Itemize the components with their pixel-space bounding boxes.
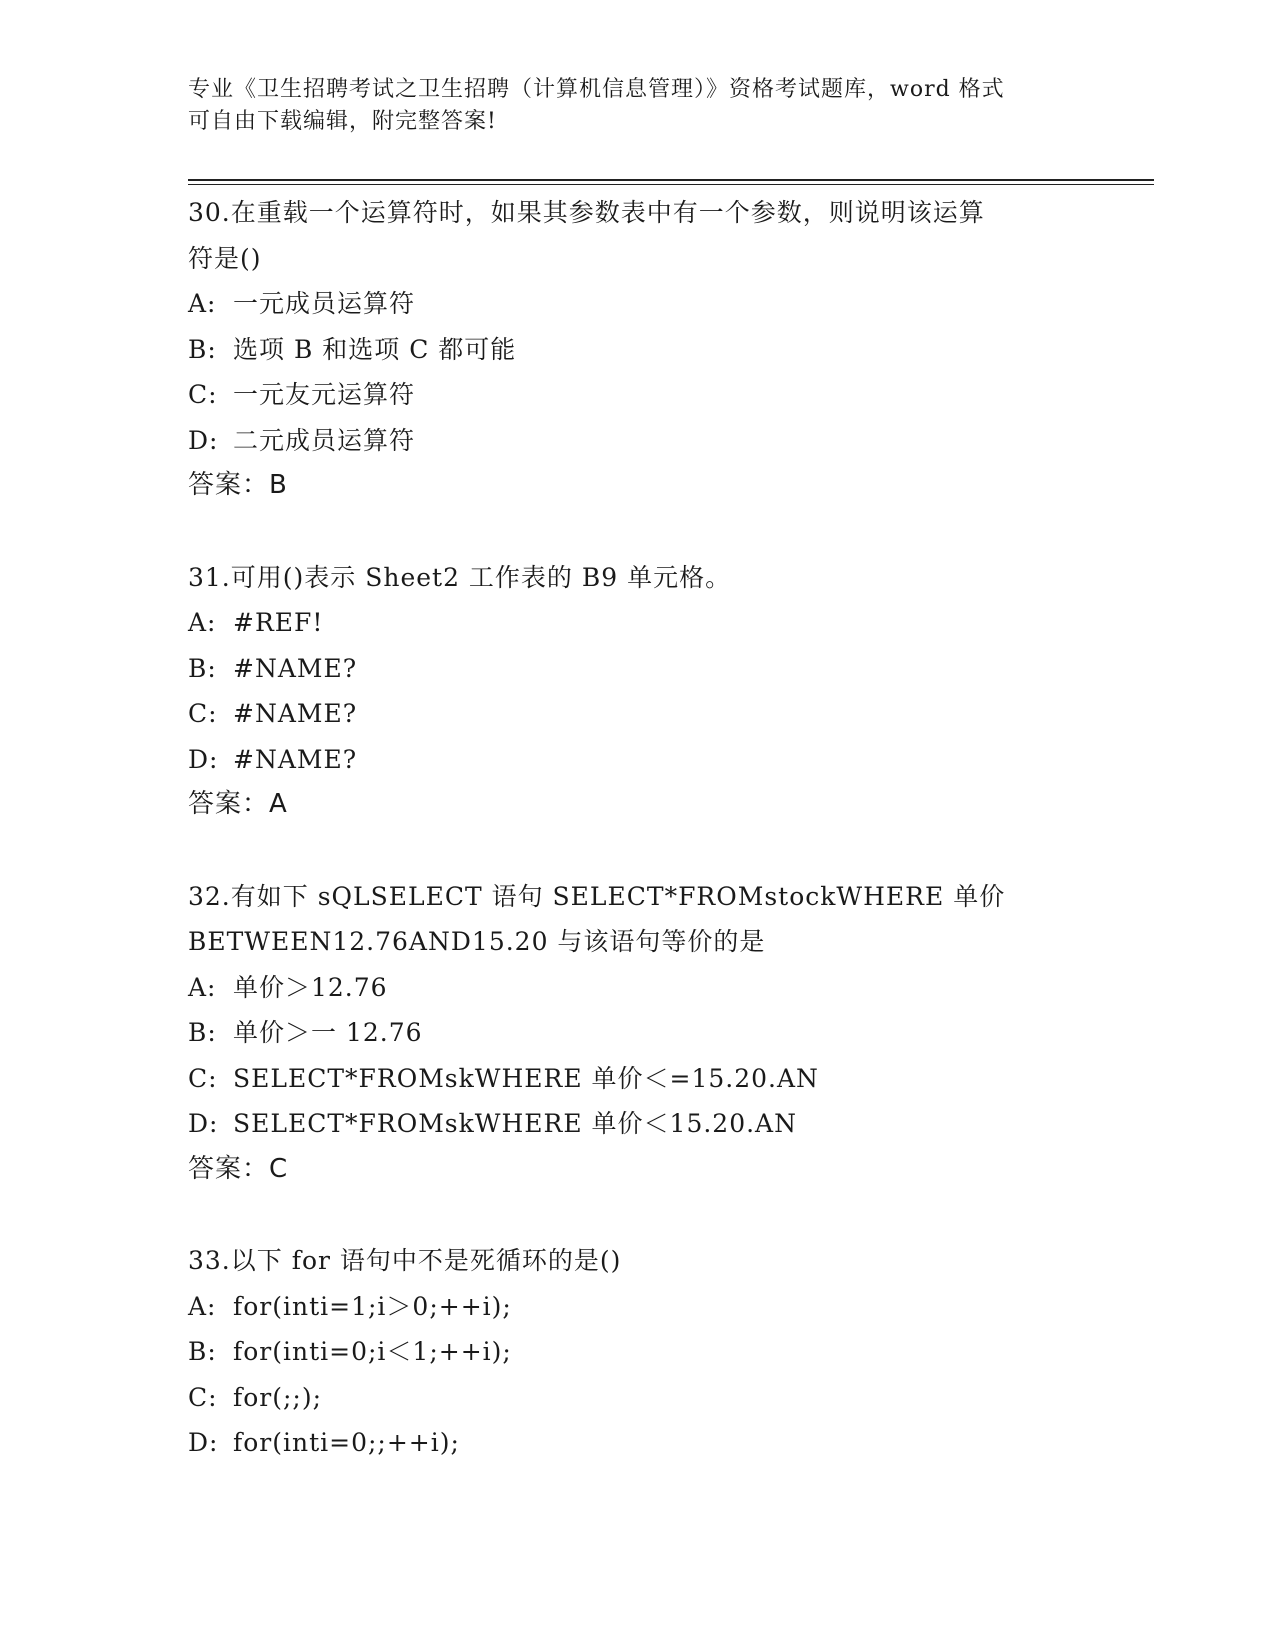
question-32 — [188, 874, 1148, 1193]
option-c — [188, 1375, 1148, 1421]
option-key: C: — [188, 1063, 218, 1093]
option-text: SELECT*FROMskWHERE 单价＜=15.20.AN — [233, 1063, 819, 1093]
option-b — [188, 1010, 1148, 1056]
option-text: for(inti=1;i＞0;++i); — [233, 1291, 512, 1321]
question-list — [188, 190, 1148, 1512]
header-line: 可自由下载编辑，附完整答案! — [188, 109, 497, 134]
option-c — [188, 691, 1148, 737]
option-key: A: — [188, 972, 217, 1002]
option-key: B: — [188, 1337, 217, 1366]
question-stem — [188, 190, 1148, 281]
option-c — [188, 1056, 1148, 1102]
header-line: 专业《卫生招聘考试之卫生招聘（计算机信息管理）》资格考试题库，word 格式 — [188, 77, 1005, 102]
stem-line: BETWEEN12.76AND15.20 与该语句等价的是 — [188, 927, 766, 956]
option-text: 一元成员运算符 — [233, 289, 416, 318]
stem-line: 33.以下 for 语句中不是死循环的是() — [188, 1246, 622, 1275]
option-key: A: — [188, 608, 217, 637]
question-33 — [188, 1238, 1148, 1466]
option-key: D: — [188, 425, 219, 455]
question-stem — [188, 555, 1148, 601]
option-key: D: — [188, 744, 219, 774]
option-text: for(;;); — [233, 1382, 323, 1412]
option-text: for(inti=0;i＜1;++i); — [233, 1337, 512, 1366]
option-d — [188, 737, 1148, 783]
option-key: A: — [188, 1291, 217, 1321]
question-31 — [188, 555, 1148, 828]
option-a — [188, 965, 1148, 1011]
option-key: D: — [188, 1109, 219, 1138]
option-a — [188, 1284, 1148, 1330]
option-text: 单价＞一 12.76 — [233, 1018, 423, 1047]
option-text: #NAME? — [233, 744, 358, 774]
option-key: B: — [188, 334, 217, 364]
stem-line: 符是() — [188, 243, 262, 273]
option-key: B: — [188, 1018, 217, 1047]
answer-line: 答案：C — [188, 1153, 289, 1184]
option-a — [188, 600, 1148, 646]
option-text: SELECT*FROMskWHERE 单价＜15.20.AN — [233, 1109, 797, 1138]
answer-line: 答案：B — [188, 470, 288, 500]
option-c — [188, 372, 1148, 418]
option-key: C: — [188, 1382, 218, 1412]
option-key: D: — [188, 1428, 219, 1457]
option-key: C: — [188, 699, 218, 728]
stem-line: 31.可用()表示 Sheet2 工作表的 B9 单元格。 — [188, 562, 732, 592]
stem-line: 30.在重载一个运算符时，如果其参数表中有一个参数，则说明该运算 — [188, 198, 985, 227]
header-rule-thin — [188, 184, 1154, 185]
question-stem — [188, 874, 1148, 965]
option-d — [188, 418, 1148, 464]
option-text: #REF! — [233, 608, 324, 637]
option-key: C: — [188, 380, 218, 409]
option-a — [188, 281, 1148, 327]
option-text: 一元友元运算符 — [233, 380, 416, 409]
option-text: #NAME? — [233, 699, 358, 728]
stem-line: 32.有如下 sQLSELECT 语句 SELECT*FROMstockWHERE 单价 — [188, 881, 1006, 911]
option-b — [188, 327, 1148, 373]
option-key: B: — [188, 653, 217, 683]
answer-line: 答案：A — [188, 789, 288, 819]
option-text: #NAME? — [233, 653, 358, 683]
question-30 — [188, 190, 1148, 509]
option-text: 选项 B 和选项 C 都可能 — [233, 334, 517, 364]
header-rule-thick — [188, 179, 1154, 181]
option-d — [188, 1420, 1148, 1466]
option-b — [188, 1329, 1148, 1375]
document-header — [188, 74, 1088, 138]
option-d — [188, 1101, 1148, 1147]
option-key: A: — [188, 289, 217, 318]
option-text: for(inti=0;;++i); — [233, 1428, 460, 1457]
option-text: 二元成员运算符 — [233, 425, 416, 455]
option-text: 单价＞12.76 — [233, 972, 388, 1002]
question-stem — [188, 1238, 1148, 1284]
option-b — [188, 646, 1148, 692]
